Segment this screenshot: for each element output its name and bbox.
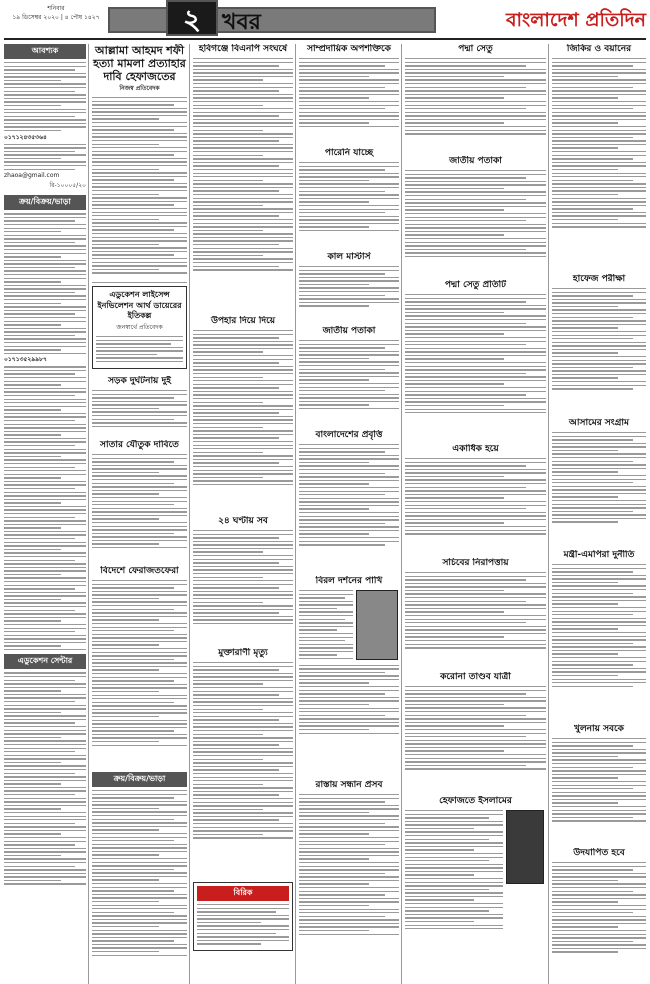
story-safety bbox=[405, 558, 546, 668]
story-single bbox=[405, 444, 546, 554]
corona-headline: করোনা তাণ্ডব যাত্রী bbox=[440, 672, 511, 682]
article-text bbox=[552, 738, 646, 822]
article-text bbox=[552, 564, 646, 687]
lead-byline: নিজস্ব প্রতিবেদক bbox=[119, 85, 160, 92]
column-divider bbox=[295, 44, 296, 984]
national-flag-headline: জাতীয় পতাকা bbox=[449, 156, 502, 166]
article-text bbox=[552, 862, 646, 953]
buy-sell-rent-heading: ক্রয়/বিক্রয়/ভাড়া bbox=[4, 195, 86, 210]
article-text bbox=[299, 794, 399, 935]
story-callmasters bbox=[299, 252, 399, 322]
story-divider bbox=[92, 282, 187, 283]
ad-box-frame bbox=[193, 882, 293, 951]
national-headline: জাতীয় পতাকা bbox=[322, 326, 376, 336]
lead-story-hefazat bbox=[92, 44, 187, 280]
story-corona bbox=[405, 672, 546, 792]
gift-headline: উপহার দিয়ে দিয়ে bbox=[210, 316, 276, 326]
classifieds-column bbox=[4, 44, 86, 980]
issue-date-line: ১৯ ডিসেম্বর ২০২০ | ৪ পৌষ ১৪২৭ bbox=[12, 14, 100, 21]
classified-text bbox=[4, 672, 86, 885]
classified-email: zhaoa@gmail.com bbox=[4, 172, 60, 180]
single-headline: একাধিক হয়ে bbox=[452, 444, 499, 454]
story-death bbox=[193, 648, 293, 878]
birds-layout bbox=[299, 590, 399, 662]
habiganj-headline: হবিগঞ্জে বিএনপি সংঘর্ষে bbox=[198, 44, 288, 54]
24h-headline: ২৪ ঘণ্টায় সব bbox=[218, 516, 268, 526]
hefazat-headline: হেফাজতে ইসলামের bbox=[439, 796, 512, 806]
padma-2-headline: পদ্মা সেতু প্রতিটি bbox=[444, 280, 507, 290]
story-road bbox=[299, 780, 399, 978]
story-communal bbox=[299, 44, 399, 144]
khulna-headline: খুলনায় সবকে bbox=[574, 724, 624, 734]
article-text bbox=[299, 58, 399, 127]
story-padma-2 bbox=[405, 280, 546, 440]
header-rule bbox=[4, 38, 646, 40]
article-text bbox=[299, 266, 399, 307]
classified-price: রি-১০০০৫/২০ bbox=[49, 182, 86, 190]
hefazat-photo bbox=[506, 810, 544, 884]
communal-headline: সাম্প্রদায়িক অপশক্তিকে bbox=[307, 44, 391, 54]
ad-block-col2 bbox=[92, 772, 187, 978]
ad-heading: ক্রয়/বিক্রয়/ভাড়া bbox=[92, 772, 187, 787]
ad-box-heading: বিরিক bbox=[197, 886, 289, 901]
story-dowry bbox=[92, 440, 187, 560]
brand-name: বাংলাদেশ প্রতিদিন bbox=[505, 9, 646, 31]
masthead-logo bbox=[466, 6, 646, 38]
issue-day: শনিবার bbox=[47, 5, 65, 12]
column-divider bbox=[88, 44, 89, 984]
classified-text bbox=[4, 144, 86, 170]
dowry-headline: সাতার যৌতুক দাবিতে bbox=[100, 440, 179, 450]
article-text bbox=[552, 288, 646, 390]
bird-photo bbox=[356, 590, 398, 660]
section-band bbox=[108, 7, 436, 33]
story-foreign bbox=[92, 566, 187, 766]
story-struggle bbox=[552, 418, 646, 546]
ad-education-title: এডুকেশন লাইসেন্স bbox=[109, 290, 170, 299]
ad-text bbox=[92, 790, 187, 956]
ad-education bbox=[92, 286, 187, 370]
ad-education-box bbox=[92, 286, 187, 369]
article-text bbox=[405, 294, 546, 413]
hefazat-layout bbox=[405, 810, 546, 932]
inauguration-headline: উদযাপিত হবে bbox=[573, 848, 625, 858]
hafez-headline: হাফেজ পরীক্ষা bbox=[572, 274, 626, 284]
rights-headline: বাংলাদেশের প্রবৃত্তি bbox=[315, 430, 383, 440]
zikir-headline: জিকির ও বয়ানের bbox=[566, 44, 632, 54]
safety-headline: সচিবের নিরাপত্তায় bbox=[442, 558, 509, 568]
issue-date bbox=[6, 4, 106, 22]
classified-phone: ০১৭১২৪৩৫৩৬৪ bbox=[4, 133, 47, 141]
article-text bbox=[299, 340, 399, 409]
foreign-headline: বিদেশে ফেরাজতফেরা bbox=[100, 566, 179, 576]
column-divider bbox=[401, 44, 402, 984]
article-text bbox=[193, 330, 293, 485]
article-text bbox=[405, 810, 503, 932]
classified-text bbox=[4, 366, 86, 650]
ad-box-col3 bbox=[193, 882, 293, 978]
classified-text bbox=[4, 62, 86, 131]
column-divider bbox=[189, 44, 190, 984]
story-rights bbox=[299, 430, 399, 572]
story-birds bbox=[299, 576, 399, 776]
story-zikir bbox=[552, 44, 646, 270]
article-text bbox=[405, 458, 546, 535]
article-text bbox=[552, 58, 646, 228]
accident-headline: সড়ক দুর্ঘটনায় দুই bbox=[108, 376, 171, 386]
school-headline: পারেনি যাচ্ছে bbox=[324, 148, 374, 158]
story-inauguration bbox=[552, 848, 646, 978]
story-accident bbox=[92, 376, 187, 436]
page-number: ২ bbox=[166, 0, 218, 36]
story-national bbox=[299, 326, 399, 426]
education-center-heading: এডুকেশন সেন্টার bbox=[4, 654, 86, 669]
article-text bbox=[299, 665, 399, 734]
story-hefazat bbox=[405, 796, 546, 978]
article-text bbox=[193, 58, 293, 271]
article-text bbox=[405, 572, 546, 649]
article-text bbox=[92, 454, 187, 548]
struggle-headline: আসামের সংগ্রাম bbox=[569, 418, 629, 428]
article-text bbox=[299, 162, 399, 231]
column-divider bbox=[548, 44, 549, 984]
birds-headline: বিরল দর্শনের পাখি bbox=[315, 576, 383, 586]
article-text bbox=[405, 170, 546, 257]
article-text bbox=[193, 662, 293, 839]
article-text bbox=[299, 590, 353, 662]
callmasters-headline: কাল মাস্টার্স bbox=[327, 252, 371, 262]
article-text bbox=[92, 580, 187, 746]
article-text bbox=[193, 530, 293, 624]
classified-phone: ০১৭১৩৫২৯৯৮৭ bbox=[4, 356, 47, 364]
classified-text bbox=[4, 213, 86, 354]
article-text bbox=[405, 686, 546, 770]
story-khulna bbox=[552, 724, 646, 844]
story-hafez bbox=[552, 274, 646, 414]
article-text bbox=[92, 97, 187, 274]
lead-headline: আল্লামা আহমদ শফী হত্যা মামলা প্রত্যাহার দাবি হেফাজতের bbox=[93, 44, 186, 83]
ad-education-subtitle: ইনভিলেশন আর্থ ডায়েরের ইতিকল্ল bbox=[97, 301, 182, 320]
road-headline: রাস্তায় সন্ধান প্রসব bbox=[315, 780, 383, 790]
article-text bbox=[405, 58, 546, 135]
death-headline: মুক্তারাণী মৃত্যু bbox=[218, 648, 268, 658]
story-padma bbox=[405, 44, 546, 152]
story-gift bbox=[193, 316, 293, 512]
ad-text bbox=[197, 904, 289, 945]
story-habiganj bbox=[193, 44, 293, 312]
story-national-flag bbox=[405, 156, 546, 276]
article-text bbox=[92, 390, 187, 427]
story-mp bbox=[552, 550, 646, 720]
article-text bbox=[552, 432, 646, 523]
mp-headline: মন্ত্রী-এমপিরা দুর্নীতি bbox=[563, 550, 635, 560]
page-header bbox=[0, 0, 650, 36]
wanted-heading: আবশ্যক bbox=[4, 44, 86, 59]
story-school bbox=[299, 148, 399, 248]
padma-headline: পদ্মা সেতু bbox=[458, 44, 493, 54]
article-text bbox=[299, 444, 399, 546]
ad-education-byline: জনস্বার্থে প্রতিবেদক bbox=[116, 324, 163, 331]
story-24h bbox=[193, 516, 293, 644]
section-name: খবর bbox=[222, 10, 261, 35]
ad-text bbox=[96, 336, 183, 362]
